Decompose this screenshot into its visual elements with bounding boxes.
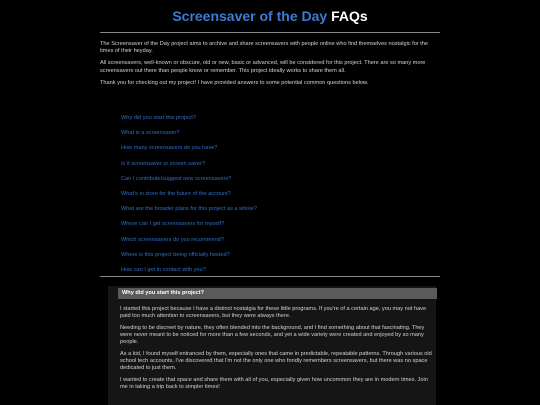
answer-paragraph: I started this project because I have a distinct nostalgia for these little programs. If you're of a certain age, you may not have paid too much attention to screensavers, but they were always there.: [120, 306, 427, 320]
divider-top: [100, 32, 440, 33]
intro-section: [100, 41, 440, 92]
faq-table-of-contents: [121, 115, 381, 282]
toc-link-hosting[interactable]: Where is this project being officially hosted?: [121, 251, 230, 258]
toc-link-future[interactable]: What's in store for the future of the account?: [121, 190, 231, 197]
toc-link-why-start[interactable]: Why did you start this project?: [121, 115, 196, 121]
page-title-suffix: FAQs: [331, 8, 368, 24]
toc-link-contribute[interactable]: Can I contribute/suggest new screensavers?: [121, 175, 232, 182]
answer-paragraph: As a kid, I found myself entranced by them, especially ones that came in predictable, repeatable patterns. Through various old school tech accounts, I've discovered that I'm not the only one who fondly remembers screensavers, but there was no space dedicated to just them.: [120, 350, 432, 371]
toc-link-get-screensavers[interactable]: Where can I get screensavers for myself?: [121, 221, 225, 228]
page-title-main: Screensaver of the Day: [172, 8, 328, 24]
answer-paragraph: I wanted to create that space and share them with all of you, especially given how uncommon they are in modern times. Join me in taking a trip back to simpler times!: [120, 376, 428, 390]
toc-link-contact[interactable]: How can I get in contact with you?: [121, 266, 206, 273]
toc-link-recommendations[interactable]: Which screensavers do you recommend?: [121, 236, 224, 243]
toc-link-broader-plans[interactable]: What are the broader plans for this project as a whole?: [121, 206, 257, 213]
toc-link-spelling[interactable]: Is it screensaver or screen saver?: [121, 160, 205, 167]
intro-paragraph: All screensavers, well-known or obscure, old or new, basic or advanced, will be considered for this project. There are so many more screensavers out there than people know or remember. This project ideally works to share them all.: [100, 60, 426, 74]
answer-paragraph: Needing to be discreet by nature, they often blended into the background, and I find something about that fascinating. They were never meant to be noticed for more than a few seconds, and yet a wide variety were created and enjoyed by so many people.: [120, 324, 425, 345]
toc-link-how-many[interactable]: How many screensavers do you have?: [121, 145, 218, 152]
divider-bottom: [100, 276, 440, 277]
intro-paragraph: The Screensaver of the Day project aims to archive and share screensavers with people online who find themselves nostalgic for the times of their heyday.: [100, 41, 429, 55]
intro-paragraph: Thank you for checking out my project! I have provided answers to some potential common questions below.: [100, 79, 369, 86]
toc-link-what-is-screensaver[interactable]: What is a screensaver?: [121, 130, 180, 137]
page-title: [0, 8, 540, 24]
question-header: Why did you start this project?: [118, 288, 437, 299]
answer-body: [120, 306, 435, 395]
